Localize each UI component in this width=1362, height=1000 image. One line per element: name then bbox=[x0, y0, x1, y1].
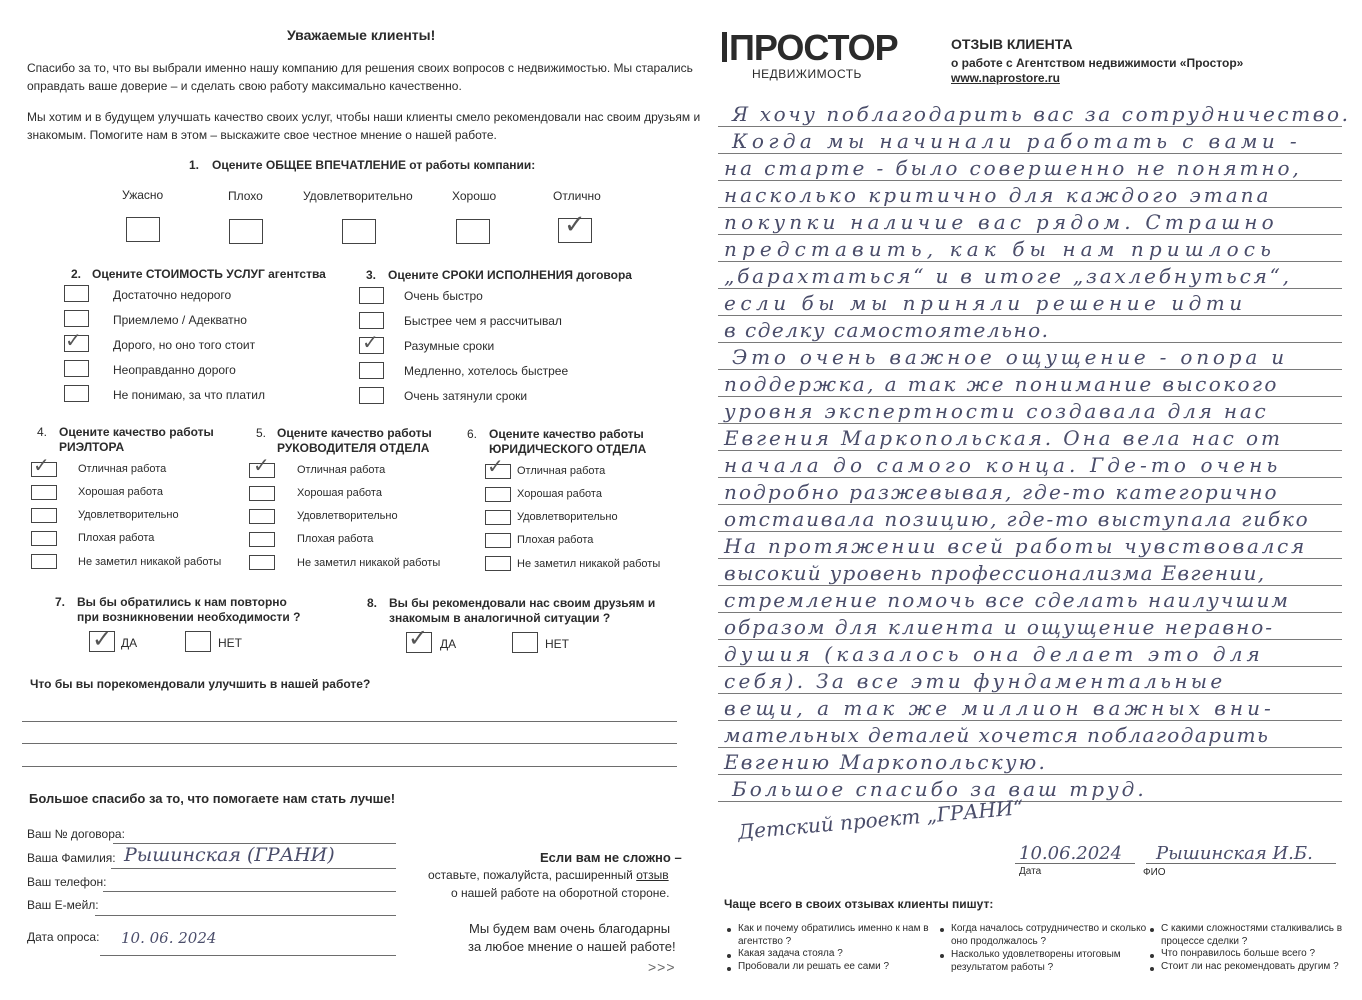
fio-caption: ФИО bbox=[1143, 867, 1166, 878]
option-label-yes: ДА bbox=[440, 637, 457, 651]
option-label: Ужасно bbox=[122, 188, 164, 202]
tip-item: Пробовали ли решать ее сами ? bbox=[738, 961, 890, 972]
checkbox[interactable] bbox=[359, 387, 384, 404]
review-line: себя). За все эти фундаментальные bbox=[724, 669, 1226, 693]
intro-paragraph-1-line-2: оправдать ваше доверие – и сделать свою работу максимально качественно. bbox=[27, 79, 462, 93]
checkbox-no[interactable] bbox=[185, 631, 211, 652]
question-title-line-2: РУКОВОДИТЕЛЯ ОТДЕЛА bbox=[277, 441, 430, 455]
option-label: Очень затянули сроки bbox=[404, 389, 528, 403]
question-number: 3. bbox=[366, 268, 377, 282]
question-title-line-1: Оцените качество работы bbox=[489, 427, 644, 441]
option-label: Медленно, хотелось быстрее bbox=[404, 364, 569, 378]
question-title-line-1: Вы бы обратились к нам повторно bbox=[77, 595, 287, 609]
ruled-line bbox=[718, 180, 1342, 181]
ruled-line bbox=[718, 612, 1342, 613]
option-label: Хорошая работа bbox=[517, 488, 602, 500]
option-label: Плохо bbox=[228, 189, 263, 203]
intro-paragraph-2-line-1: Мы хотим и в будущем улучшать качество своих услуг, чтобы наши клиенты смело рекомендовали нас своим друзьям и bbox=[27, 110, 701, 124]
option-label: Отличная работа bbox=[297, 464, 386, 476]
check-mark-icon: ✓ bbox=[253, 453, 270, 477]
ruled-line bbox=[718, 369, 1342, 370]
review-line: поддержка, а так же понимание высокого bbox=[724, 372, 1279, 396]
ruled-line bbox=[718, 693, 1342, 694]
ruled-line bbox=[718, 720, 1342, 721]
ruled-line bbox=[718, 639, 1342, 640]
option-label: Не заметил никакой работы bbox=[517, 558, 661, 570]
ruled-line bbox=[718, 126, 1342, 127]
option-label: Неоправданно дорого bbox=[113, 363, 236, 377]
ruled-line bbox=[718, 153, 1342, 154]
review-line: насколько критично для каждого этапа bbox=[724, 183, 1272, 207]
side-note-line-3: о нашей работе на оборотной стороне. bbox=[451, 886, 670, 900]
surname-label: Ваша Фамилия: bbox=[27, 851, 116, 865]
option-label: Удовлетворительно bbox=[297, 510, 398, 522]
review-line: мательных деталей хочется поблагодарить bbox=[724, 723, 1270, 747]
answer-line[interactable] bbox=[22, 766, 677, 767]
question-number: 7. bbox=[55, 595, 66, 609]
checkbox[interactable] bbox=[249, 555, 275, 570]
arrows-icon: >>> bbox=[648, 959, 676, 975]
tip-item: Насколько удовлетворены итоговым результатом работы ? bbox=[951, 949, 1121, 973]
checkbox[interactable] bbox=[359, 287, 384, 304]
ruled-line bbox=[718, 504, 1342, 505]
intro-paragraph-2-line-2: знакомым. Помогите нам в этом – выскажите свое честное мнение о нашей работе. bbox=[27, 128, 497, 142]
ruled-line bbox=[718, 666, 1342, 667]
side-note-line-2: оставьте, пожалуйста, расширенный отзыв bbox=[428, 868, 669, 882]
ruled-line bbox=[718, 747, 1342, 748]
review-line: „барахтаться“ и в итоге „захлебнуться“, bbox=[724, 264, 1292, 288]
ruled-line bbox=[718, 423, 1342, 424]
closing-line-2: за любое мнение о нашей работе! bbox=[468, 939, 676, 954]
ruled-line bbox=[718, 531, 1342, 532]
checkbox[interactable] bbox=[31, 554, 57, 569]
answer-line[interactable] bbox=[22, 743, 677, 744]
fio-underline bbox=[1146, 863, 1336, 864]
review-line: Евгения Маркопольская. Она вела нас от bbox=[724, 426, 1283, 450]
check-mark-icon: ✓ bbox=[408, 624, 429, 652]
checkbox[interactable] bbox=[64, 310, 89, 327]
improve-question: Что бы вы порекомендовали улучшить в нашей работе? bbox=[30, 677, 371, 691]
tip-item: С какими сложностями сталкивались в процессе сделки ? bbox=[1161, 923, 1343, 947]
tip-item: Какая задача стояла ? bbox=[738, 948, 843, 959]
bullet-icon bbox=[727, 928, 731, 932]
option-label: Не заметил никакой работы bbox=[297, 557, 441, 569]
signature-date: 10.06.2024 bbox=[1019, 843, 1123, 864]
option-label: Дорого, но оно того стоит bbox=[113, 338, 256, 352]
question-number: 6. bbox=[467, 427, 478, 441]
option-label: Удовлетворительно bbox=[303, 189, 413, 203]
survey-date-field[interactable]: 10. 06. 2024 bbox=[121, 929, 217, 947]
checkbox[interactable] bbox=[359, 362, 384, 379]
review-line: на старте - было совершенно не понятно, bbox=[724, 156, 1302, 180]
checkbox[interactable] bbox=[31, 508, 57, 523]
bullet-icon bbox=[1150, 928, 1154, 932]
tip-item: Когда началось сотрудничество и сколько оно продолжалось ? bbox=[951, 923, 1147, 947]
review-line: в сделку самостоятельно. bbox=[724, 318, 1050, 342]
email-field[interactable] bbox=[95, 915, 396, 916]
answer-line[interactable] bbox=[22, 721, 677, 722]
checkbox[interactable] bbox=[249, 509, 275, 524]
ruled-line bbox=[718, 234, 1342, 235]
checkbox-awful[interactable] bbox=[126, 217, 160, 242]
question-number: 8. bbox=[367, 596, 378, 610]
intro-paragraph-1-line-1: Спасибо за то, что вы выбрали именно нашу компанию для решения своих вопросов с недвижимостью. Мы старались bbox=[27, 61, 693, 75]
ruled-line bbox=[718, 315, 1342, 316]
question-title-line-1: Оцените качество работы bbox=[59, 425, 214, 439]
question-number: 5. bbox=[256, 426, 267, 440]
ruled-line bbox=[718, 774, 1342, 775]
ruled-line bbox=[718, 288, 1342, 289]
question-title-line-2: ЮРИДИЧЕСКОГО ОТДЕЛА bbox=[489, 442, 647, 456]
checkbox[interactable] bbox=[249, 532, 275, 547]
phone-field[interactable] bbox=[103, 891, 396, 892]
option-label: Хорошо bbox=[452, 189, 497, 203]
question-number: 4. bbox=[37, 425, 48, 439]
check-mark-icon: ✓ bbox=[92, 625, 113, 653]
review-line: Я хочу поблагодарить вас за сотрудничество. bbox=[732, 102, 1351, 126]
signature-project: Детский проект „ГРАНИ“ bbox=[736, 795, 1025, 844]
question-title: Оцените ОБЩЕЕ ВПЕЧАТЛЕНИЕ от работы компании: bbox=[212, 158, 536, 172]
surname-underline bbox=[111, 868, 396, 869]
review-line: вещи, а так же миллион важных вни- bbox=[724, 696, 1275, 720]
check-mark-icon: ✓ bbox=[33, 453, 50, 477]
contract-number-label: Ваш № договора: bbox=[27, 827, 125, 841]
bullet-icon bbox=[727, 967, 731, 971]
option-label-yes: ДА bbox=[121, 636, 138, 650]
date-caption: Дата bbox=[1019, 866, 1042, 877]
review-line: душия (казалось она делает это для bbox=[724, 642, 1264, 666]
option-label: Разумные сроки bbox=[404, 339, 495, 353]
option-label: Хорошая работа bbox=[297, 487, 382, 499]
ruled-line bbox=[718, 558, 1342, 559]
checkbox[interactable] bbox=[64, 360, 89, 377]
review-line: Большое спасибо за ваш труд. bbox=[732, 777, 1147, 801]
ruled-line bbox=[718, 801, 1342, 802]
question-title-line-2: знакомым в аналогичной ситуации ? bbox=[389, 611, 611, 625]
checkbox[interactable] bbox=[249, 486, 275, 501]
ruled-line bbox=[718, 450, 1342, 451]
ruled-line bbox=[718, 477, 1342, 478]
ruled-line bbox=[718, 261, 1342, 262]
tip-item: Стоит ли нас рекомендовать другим ? bbox=[1161, 961, 1339, 972]
question-title-line-1: Вы бы рекомендовали нас своим друзьям и bbox=[389, 596, 656, 610]
option-label: Удовлетворительно bbox=[517, 511, 618, 523]
option-label: Плохая работа bbox=[297, 533, 374, 545]
ruled-line bbox=[718, 207, 1342, 208]
greeting-heading: Уважаемые клиенты! bbox=[287, 27, 436, 43]
surname-field[interactable]: Рышинская (ГРАНИ) bbox=[124, 844, 335, 866]
survey-date-underline bbox=[100, 955, 396, 956]
question-title-line-2: при возникновении необходимости ? bbox=[77, 610, 301, 624]
review-line: высокий уровень профессионализма Евгении, bbox=[724, 561, 1266, 585]
review-line: образом для клиента и ощущение неравно- bbox=[724, 615, 1275, 639]
review-line: Когда мы начинали работать с вами - bbox=[732, 129, 1302, 153]
question-number: 2. bbox=[71, 267, 82, 281]
option-label: Достаточно недорого bbox=[113, 288, 232, 302]
logo-bar-icon bbox=[722, 32, 727, 62]
date-underline bbox=[1015, 863, 1135, 864]
tips-title: Чаще всего в своих отзывах клиенты пишут: bbox=[724, 897, 994, 911]
bullet-icon bbox=[1150, 954, 1154, 958]
review-line: подробно разжевывая, где-то категорично bbox=[724, 480, 1279, 504]
question-title-line-2: РИЭЛТОРА bbox=[59, 440, 125, 454]
review-line: Это очень важное ощущение - опора и bbox=[732, 345, 1288, 369]
website-link[interactable]: www.naprostore.ru bbox=[951, 71, 1060, 85]
option-label-no: НЕТ bbox=[218, 636, 242, 650]
tip-item: Что понравилось больше всего ? bbox=[1161, 948, 1316, 959]
question-title-line-1: Оцените качество работы bbox=[277, 426, 432, 440]
review-line: уровня экспертности создавала для нас bbox=[724, 399, 1269, 423]
ruled-line bbox=[718, 396, 1342, 397]
bullet-icon bbox=[940, 928, 944, 932]
option-label: Быстрее чем я рассчитывал bbox=[404, 314, 562, 328]
checkbox[interactable] bbox=[64, 285, 89, 302]
logo-sub-text: НЕДВИЖИМОСТЬ bbox=[752, 67, 862, 81]
option-label-no: НЕТ bbox=[545, 637, 569, 651]
review-link[interactable]: отзыв bbox=[636, 868, 669, 882]
option-label: Не заметил никакой работы bbox=[78, 556, 222, 568]
review-line: покупки наличие вас рядом. Страшно bbox=[724, 210, 1278, 234]
question-number: 1. bbox=[189, 158, 200, 172]
question-title: Оцените СРОКИ ИСПОЛНЕНИЯ договора bbox=[388, 268, 632, 282]
review-line: На протяжении всей работы чувствовался bbox=[724, 534, 1307, 558]
checkbox[interactable] bbox=[485, 556, 511, 571]
option-label: Хорошая работа bbox=[78, 486, 163, 498]
logo-main-text: ПРОСТОР bbox=[729, 27, 898, 68]
bullet-icon bbox=[1150, 967, 1154, 971]
side-note-line-1: Если вам не сложно – bbox=[540, 850, 682, 865]
option-label: Плохая работа bbox=[517, 534, 594, 546]
checkbox[interactable] bbox=[485, 487, 511, 502]
review-line: Евгению Маркопольскую. bbox=[724, 750, 1048, 774]
check-mark-icon: ✓ bbox=[487, 454, 504, 478]
bullet-icon bbox=[940, 954, 944, 958]
phone-label: Ваш телефон: bbox=[27, 875, 107, 889]
header-title: ОТЗЫВ КЛИЕНТА bbox=[951, 36, 1073, 52]
option-label: Плохая работа bbox=[78, 532, 155, 544]
option-label: Не понимаю, за что платил bbox=[113, 388, 266, 402]
option-label: Очень быстро bbox=[404, 289, 483, 303]
check-mark-icon: ✓ bbox=[564, 210, 586, 240]
check-mark-icon: ✓ bbox=[65, 328, 82, 352]
closing-line-1: Мы будем вам очень благодарны bbox=[469, 921, 671, 936]
question-title: Оцените СТОИМОСТЬ УСЛУГ агентства bbox=[92, 267, 326, 281]
option-label: Приемлемо / Адекватно bbox=[113, 313, 247, 327]
header-subtitle: о работе с Агентством недвижимости «Простор» bbox=[951, 56, 1244, 70]
option-label: Отлично bbox=[553, 189, 601, 203]
bullet-icon bbox=[727, 954, 731, 958]
ruled-line bbox=[718, 342, 1342, 343]
checkbox-satisfactory[interactable] bbox=[342, 219, 376, 244]
checkbox-no[interactable] bbox=[512, 632, 538, 653]
checkbox[interactable] bbox=[485, 533, 511, 548]
review-line: стремление помочь все сделать наилучшим bbox=[724, 588, 1291, 612]
checkbox-bad[interactable] bbox=[229, 219, 263, 244]
review-line: если бы мы приняли решение идти bbox=[724, 291, 1247, 315]
review-line: отстаивала позицию, где-то выступала гибко bbox=[724, 507, 1310, 531]
thanks-message: Большое спасибо за то, что помогаете нам стать лучше! bbox=[29, 791, 396, 806]
checkbox[interactable] bbox=[31, 531, 57, 546]
review-line: представить, как бы нам пришлось bbox=[724, 237, 1277, 261]
checkbox[interactable] bbox=[31, 485, 57, 500]
ruled-line bbox=[718, 585, 1342, 586]
check-mark-icon: ✓ bbox=[362, 330, 379, 354]
checkbox-good[interactable] bbox=[456, 219, 490, 244]
option-label: Удовлетворительно bbox=[78, 509, 179, 521]
option-label: Отличная работа bbox=[517, 465, 606, 477]
signature-name: Рышинская И.Б. bbox=[1156, 843, 1313, 864]
tip-item: Как и почему обратились именно к нам в агентство ? bbox=[738, 923, 929, 947]
review-line: начала до самого конца. Где-то очень bbox=[724, 453, 1282, 477]
survey-date-label: Дата опроса: bbox=[27, 930, 100, 944]
checkbox[interactable] bbox=[485, 510, 511, 525]
option-label: Отличная работа bbox=[78, 463, 167, 475]
checkbox[interactable] bbox=[359, 312, 384, 329]
checkbox[interactable] bbox=[64, 385, 89, 402]
email-label: Ваш Е-мейл: bbox=[27, 898, 99, 912]
